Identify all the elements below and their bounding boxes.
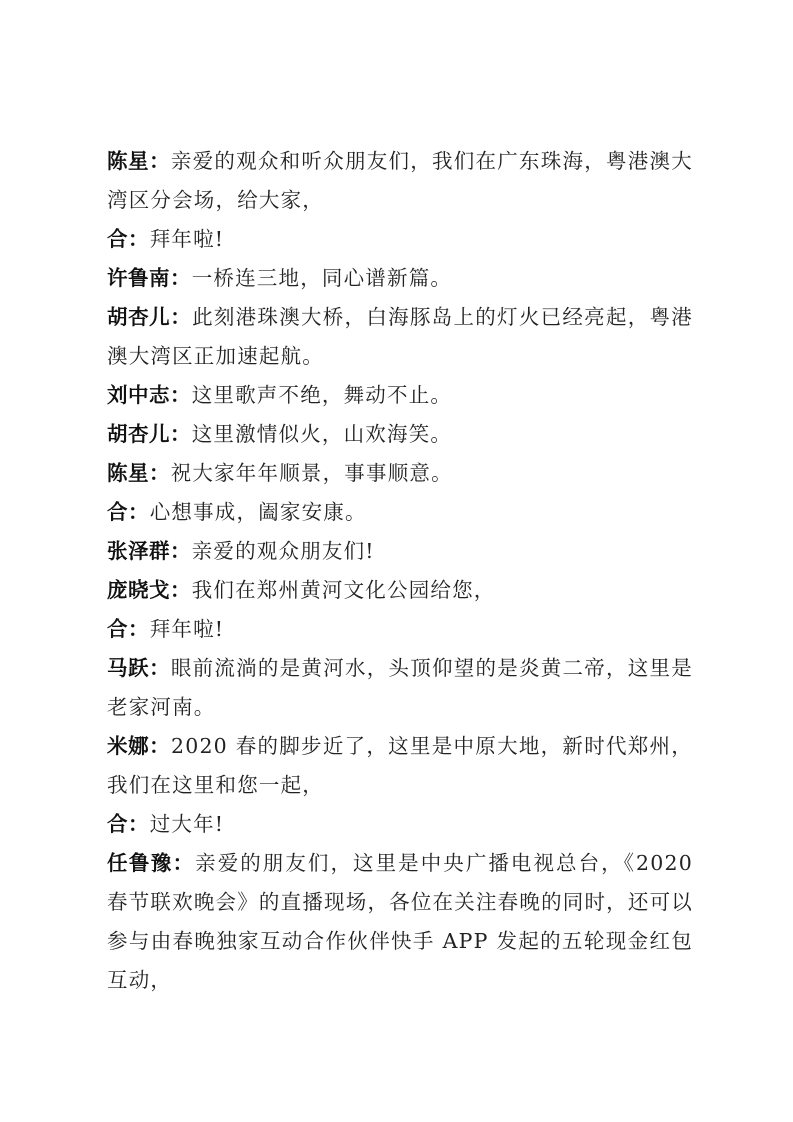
script-line: [107, 493, 693, 532]
speech-text: 过大年!: [149, 812, 225, 836]
speech-text: 亲爱的观众朋友们!: [191, 539, 375, 563]
script-line: [107, 454, 693, 493]
speaker-name: 陈星: [107, 149, 150, 173]
speech-text: 祝大家年年顺景，事事顺意。: [170, 461, 453, 485]
speaker-name: 合: [107, 617, 128, 641]
speaker-colon: ：: [172, 851, 196, 875]
speech-text: 亲爱的朋友们，这里是中央广播电视总台，《2020 春节联欢晚会》的直播现场，各位在关注春晚的同时，还可以参与由春晚独家互动合作伙伴快手 APP 发起的五轮现金红包互动，: [107, 851, 693, 992]
speaker-colon: ：: [149, 734, 171, 758]
document-page: [107, 142, 693, 1000]
script-line: [107, 727, 693, 805]
script-line: [107, 415, 693, 454]
speaker-colon: ：: [149, 461, 171, 485]
speaker-name: 刘中志: [107, 383, 170, 407]
speech-text: 一桥连三地，同心谱新篇。: [191, 266, 453, 290]
speech-text: 眼前流淌的是黄河水，头顶仰望的是炎黄二帝，这里是老家河南。: [107, 656, 694, 719]
speaker-name: 许鲁南: [107, 266, 170, 290]
speech-text: 拜年啦!: [149, 227, 225, 251]
script-line: [107, 844, 693, 1000]
speaker-colon: ：: [170, 266, 192, 290]
speech-text: 此刻港珠澳大桥，白海豚岛上的灯火已经亮起，粤港澳大湾区正加速起航。: [107, 305, 694, 368]
script-line: [107, 532, 693, 571]
speaker-name: 陈星: [107, 461, 149, 485]
speaker-name: 合: [107, 812, 128, 836]
speaker-name: 合: [107, 500, 128, 524]
speaker-colon: ：: [170, 578, 192, 602]
speech-text: 2020 春的脚步近了，这里是中原大地，新时代郑州，我们在这里和您一起，: [107, 734, 694, 797]
speaker-name: 张泽群: [107, 539, 170, 563]
script-line: [107, 571, 693, 610]
speaker-name: 庞晓戈: [107, 578, 170, 602]
speaker-colon: ：: [128, 227, 150, 251]
speaker-name: 米娜: [107, 734, 150, 758]
speaker-colon: ：: [149, 656, 171, 680]
speaker-colon: ：: [128, 617, 150, 641]
speech-text: 这里歌声不绝，舞动不止。: [191, 383, 453, 407]
speaker-name: 马跃: [107, 656, 150, 680]
speaker-colon: ：: [170, 305, 193, 329]
script-line: [107, 649, 693, 727]
script-line: [107, 610, 693, 649]
speech-text: 亲爱的观众和听众朋友们，我们在广东珠海，粤港澳大湾区分会场，给大家，: [107, 149, 694, 212]
speaker-colon: ：: [170, 383, 192, 407]
script-line: [107, 142, 693, 220]
speaker-colon: ：: [149, 149, 171, 173]
speaker-colon: ：: [128, 812, 150, 836]
script-line: [107, 259, 693, 298]
speaker-name: 合: [107, 227, 128, 251]
script-line: [107, 376, 693, 415]
speaker-name: 胡杏儿: [107, 305, 171, 329]
speaker-name: 胡杏儿: [107, 422, 170, 446]
speech-text: 心想事成，阖家安康。: [149, 500, 367, 524]
speaker-colon: ：: [170, 422, 192, 446]
script-line: [107, 220, 693, 259]
speech-text: 这里激情似火，山欢海笑。: [191, 422, 453, 446]
speaker-colon: ：: [170, 539, 192, 563]
script-line: [107, 805, 693, 844]
speech-text: 我们在郑州黄河文化公园给您，: [191, 578, 496, 602]
speaker-name: 任鲁豫: [107, 851, 173, 875]
speech-text: 拜年啦!: [149, 617, 225, 641]
script-line: [107, 298, 693, 376]
speaker-colon: ：: [128, 500, 150, 524]
